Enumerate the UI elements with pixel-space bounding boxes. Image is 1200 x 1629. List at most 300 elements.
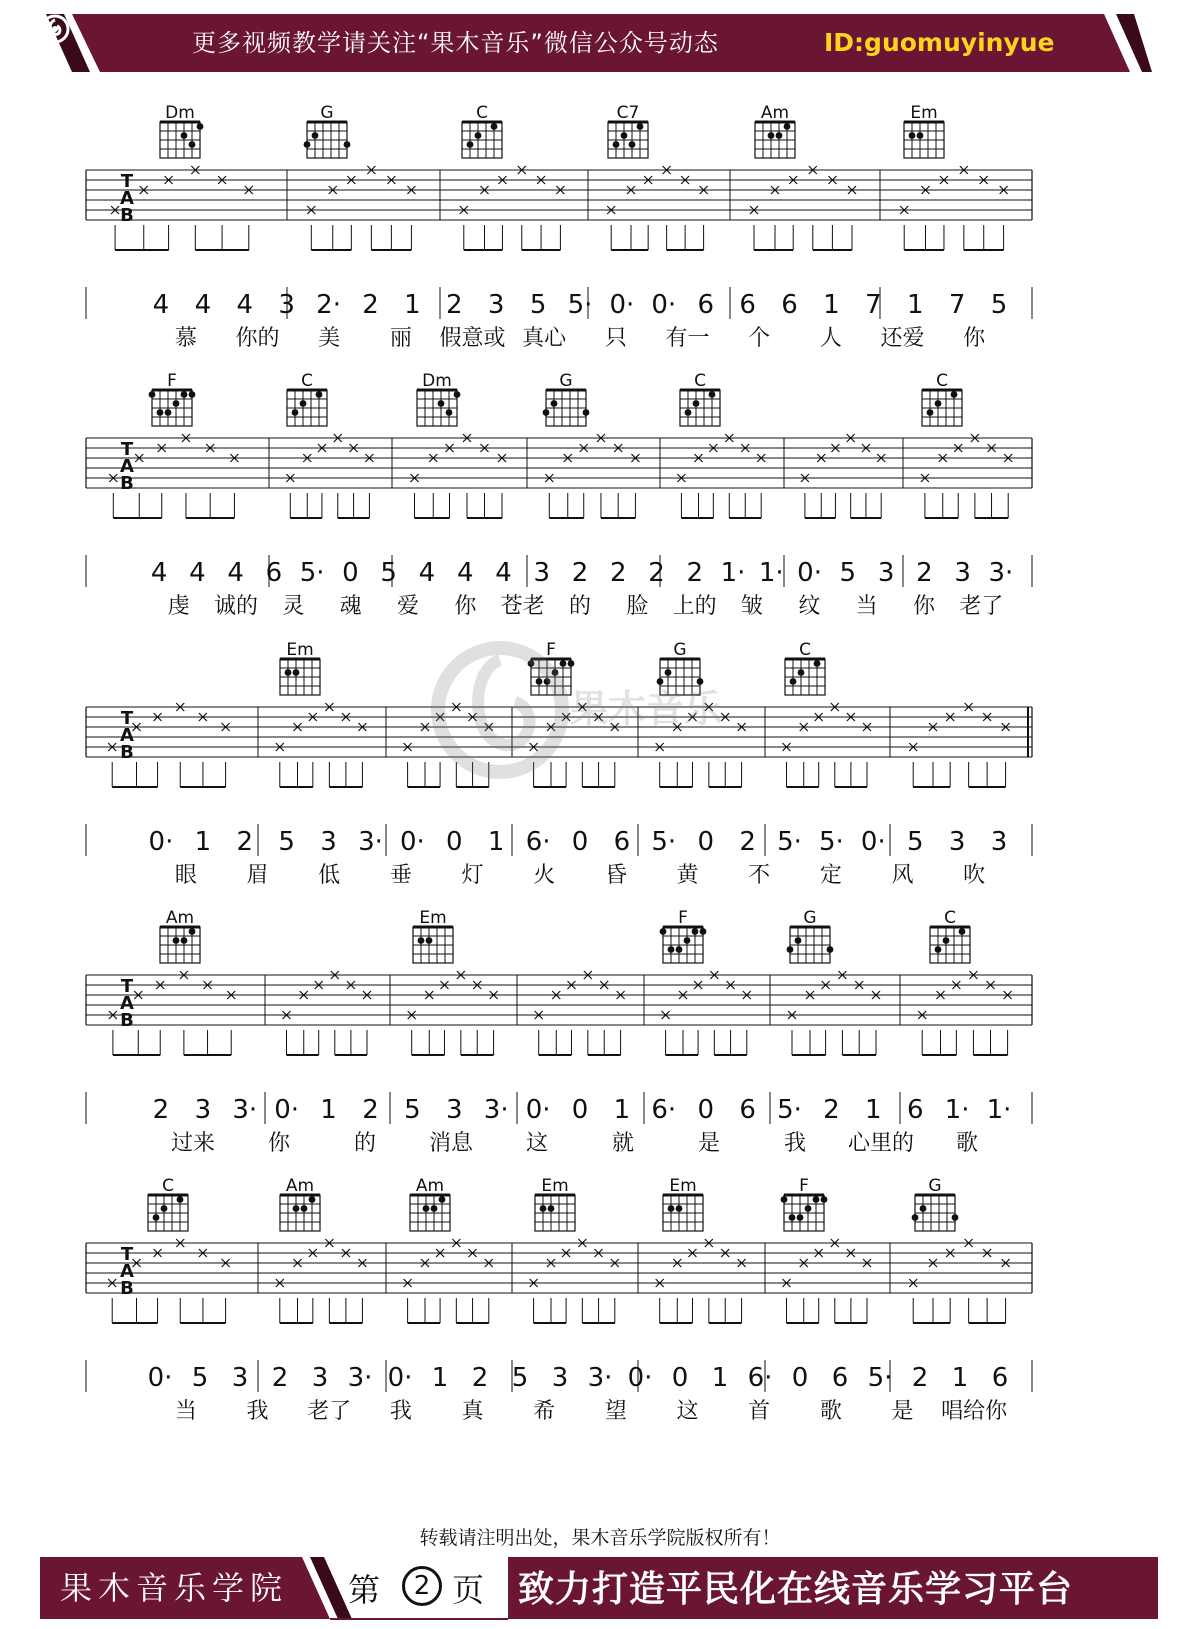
chord-dot	[684, 937, 691, 944]
chord-dot	[560, 660, 567, 667]
jianpu-note: 3·	[232, 1095, 258, 1125]
jianpu-note: 5	[511, 1363, 529, 1393]
chord-dot	[685, 409, 692, 416]
chord-dot	[787, 946, 794, 953]
lyric: 这	[676, 1399, 699, 1424]
chord-dot	[657, 678, 664, 685]
lyric: 垂	[389, 863, 412, 888]
chord-dot	[312, 132, 319, 139]
lyric: 不	[748, 863, 771, 888]
chord-name: F	[546, 640, 556, 660]
tab-letter: T	[120, 976, 134, 997]
jianpu-note: 1·	[944, 1095, 970, 1125]
chord-dot	[912, 1214, 919, 1221]
jianpu-note: 0·	[860, 827, 886, 857]
chord-dot	[316, 391, 323, 398]
tab-letter: A	[120, 456, 134, 477]
tab-letter: B	[120, 1010, 134, 1031]
jianpu-note: 6	[991, 1363, 1009, 1393]
chord-dot	[292, 409, 299, 416]
chord-dot	[629, 141, 636, 148]
jianpu-note: 3·	[483, 1095, 509, 1125]
lyric: 真心	[522, 326, 567, 351]
jianpu-note: 5·	[567, 290, 593, 320]
lyric: 这	[525, 1131, 549, 1156]
lyric: 灯	[461, 863, 484, 888]
chord-name: Em	[910, 103, 938, 123]
jianpu-note: 6	[739, 290, 756, 320]
lyric: 假意或	[439, 326, 506, 351]
chord-dot	[920, 1205, 927, 1212]
chord-name: C	[936, 371, 948, 391]
lyric: 是	[697, 1131, 721, 1156]
lyric: 你	[912, 594, 936, 619]
lyric: 老了	[959, 594, 1004, 619]
chord-dot	[177, 1196, 184, 1203]
lyric: 苍老	[500, 594, 545, 619]
chord-dot	[784, 123, 791, 130]
jianpu-note: 5	[404, 1095, 421, 1125]
jianpu-note: 2	[911, 1363, 929, 1393]
chord-name: Dm	[422, 371, 452, 391]
chord-name: G	[559, 371, 573, 391]
page-number: 2	[402, 1566, 442, 1606]
chord-dot	[544, 678, 551, 685]
chord-name: Am	[760, 103, 790, 123]
jianpu-note: 0	[571, 1095, 589, 1125]
chord-dot	[189, 928, 196, 935]
lyric: 美	[318, 326, 341, 351]
jianpu-note: 0	[791, 1363, 809, 1393]
chord-dot	[161, 1205, 168, 1212]
banner-text: 更多视频教学请关注“果木音乐”微信公众号动态	[192, 29, 719, 57]
tab-letter: T	[120, 1244, 134, 1265]
lyric: 火	[533, 863, 556, 888]
chord-dot	[917, 132, 924, 139]
jianpu-note: 1·	[758, 558, 784, 588]
tab-letter: B	[120, 205, 134, 226]
jianpu-note: 2	[823, 1095, 840, 1125]
chord-dot	[693, 400, 700, 407]
lyric: 纹	[798, 594, 821, 619]
jianpu-note: 4	[150, 558, 168, 588]
jianpu-note: 6	[697, 290, 714, 320]
chord-name: Am	[415, 1176, 445, 1196]
lyric: 唱给你	[941, 1399, 1008, 1424]
jianpu-note: 4	[227, 558, 244, 588]
jianpu-note: 6	[613, 827, 631, 857]
jianpu-note: 1	[320, 1095, 337, 1125]
chord-dot	[692, 928, 699, 935]
jianpu-note: 1	[487, 827, 505, 857]
banner-id: ID:guomuyinyue	[824, 28, 1055, 57]
chord-dot	[189, 141, 196, 148]
chord-dot	[551, 400, 558, 407]
chord-dot	[795, 937, 802, 944]
lyric: 只	[604, 326, 627, 351]
tab-letter: A	[120, 725, 134, 746]
jianpu-note: 3	[990, 827, 1008, 857]
chord-name: C	[301, 371, 313, 391]
chord-dot	[660, 928, 667, 935]
lyric: 望	[604, 1399, 627, 1424]
jianpu-note: 0·	[651, 290, 677, 320]
chord-name: G	[673, 640, 687, 660]
chord-dot	[344, 141, 351, 148]
chord-dot	[300, 400, 307, 407]
lyric: 当	[855, 594, 878, 619]
chord-dot	[418, 937, 425, 944]
jianpu-note: 6	[739, 1095, 756, 1125]
lyric: 心里的	[847, 1131, 915, 1156]
jianpu-note: 6·	[651, 1095, 677, 1125]
chord-dot	[467, 141, 474, 148]
jianpu-note: 0·	[147, 1363, 173, 1393]
jianpu-note: 5·	[299, 558, 325, 588]
chord-dot	[776, 132, 783, 139]
chord-dot	[781, 1196, 788, 1203]
jianpu-note: 2	[739, 827, 756, 857]
lyric: 上的	[672, 594, 717, 619]
tab-letter: B	[120, 742, 134, 763]
footer-school-name: 果木音乐学院	[60, 1569, 289, 1607]
tab-letter: T	[120, 439, 134, 460]
chord-dot	[821, 1196, 828, 1203]
chord-dot	[613, 141, 620, 148]
jianpu-note: 4	[495, 558, 512, 588]
chord-dot	[805, 1205, 812, 1212]
chord-dot	[943, 937, 950, 944]
jianpu-note: 0	[342, 558, 359, 588]
jianpu-note: 5	[191, 1363, 209, 1393]
chord-dot	[426, 937, 433, 944]
jianpu-note: 1·	[986, 1095, 1012, 1125]
lyric: 歌	[819, 1399, 842, 1424]
chord-name: G	[928, 1176, 942, 1196]
jianpu-note: 5·	[651, 827, 677, 857]
jianpu-note: 4	[236, 290, 254, 320]
jianpu-note: 0	[571, 827, 589, 857]
chord-name: C	[944, 908, 956, 928]
jianpu-note: 4	[189, 558, 206, 588]
page-prefix: 第	[348, 1571, 381, 1609]
tab-letter: T	[120, 708, 134, 729]
jianpu-note: 3·	[347, 1363, 373, 1393]
footer-slogan: 致力打造平民化在线音乐学习平台	[518, 1569, 1074, 1610]
jianpu-note: 3·	[988, 558, 1014, 588]
jianpu-note: 2	[362, 1095, 379, 1125]
jianpu-note: 2	[571, 558, 589, 588]
jianpu-note: 0	[446, 827, 463, 857]
chord-dot	[789, 1214, 796, 1221]
chord-dot	[528, 660, 535, 667]
jianpu-note: 3	[877, 558, 895, 588]
jianpu-note: 2	[648, 558, 665, 588]
chord-dot	[959, 928, 966, 935]
lyric: 就	[611, 1131, 635, 1156]
chord-name: Am	[285, 1176, 315, 1196]
jianpu-note: 2	[686, 558, 704, 588]
footer-bar	[40, 1555, 1158, 1621]
jianpu-note: 1	[613, 1095, 631, 1125]
chord-dot	[293, 669, 300, 676]
chord-dot	[173, 937, 180, 944]
jianpu-note: 3	[954, 558, 971, 588]
jianpu-note: 2	[916, 558, 933, 588]
lyric: 虔	[167, 594, 190, 619]
watermark-text: 果木音乐	[570, 687, 723, 731]
jianpu-note: 0·	[274, 1095, 300, 1125]
lyric: 你	[963, 326, 986, 351]
lyric: 当	[174, 1399, 197, 1424]
chord-dot	[768, 132, 775, 139]
jianpu-note: 0	[671, 1363, 689, 1393]
jianpu-note: 2	[271, 1363, 289, 1393]
lyric: 的	[353, 1131, 377, 1156]
jianpu-note: 5·	[867, 1363, 893, 1393]
jianpu-note: 1	[404, 290, 421, 320]
chord-dot	[431, 1205, 438, 1212]
chord-name: G	[320, 103, 334, 123]
lyric: 低	[318, 863, 341, 888]
chord-name: C	[162, 1176, 174, 1196]
chord-dot	[309, 1196, 316, 1203]
chord-dot	[797, 1214, 804, 1221]
tab-letter: A	[120, 1261, 134, 1282]
chord-dot	[540, 1205, 547, 1212]
chord-name: C	[799, 640, 811, 660]
chord-name: F	[678, 908, 688, 928]
lyric: 黄	[676, 863, 699, 888]
lyric: 真	[461, 1399, 484, 1424]
chord-name: C	[694, 371, 706, 391]
lyric: 眼	[174, 863, 197, 888]
chord-dot	[709, 391, 716, 398]
jianpu-note: 2	[446, 290, 463, 320]
jianpu-note: 3	[487, 290, 505, 320]
lyric: 慕	[174, 326, 197, 351]
jianpu-note: 1	[823, 290, 840, 320]
jianpu-note: 5·	[777, 827, 802, 857]
jianpu-note: 1	[865, 1095, 882, 1125]
jianpu-note: 5·	[819, 827, 844, 857]
chord-dot	[491, 123, 498, 130]
chord-name: Dm	[165, 103, 195, 123]
jianpu-note: 0	[697, 1095, 714, 1125]
lyric: 你	[454, 594, 477, 619]
chord-dot	[927, 409, 934, 416]
chord-dot	[951, 391, 958, 398]
chord-dot	[165, 409, 172, 416]
jianpu-note: 2	[236, 827, 254, 857]
chord-dot	[423, 1205, 430, 1212]
jianpu-note: 6·	[525, 827, 551, 857]
chord-dot	[181, 937, 188, 944]
chord-dot	[935, 946, 942, 953]
chord-name: F	[167, 371, 177, 391]
lyric: 我	[783, 1131, 807, 1156]
lyric: 诚的	[213, 594, 259, 619]
lyric: 定	[819, 863, 842, 888]
lyric: 你的	[235, 326, 280, 351]
chord-dot	[935, 400, 942, 407]
chord-dot	[700, 928, 707, 935]
jianpu-note: 5	[906, 827, 924, 857]
chord-dot	[697, 678, 704, 685]
chord-name: Em	[541, 1176, 569, 1196]
lyric: 眉	[246, 863, 269, 888]
chord-dot	[439, 1196, 446, 1203]
jianpu-note: 2·	[316, 290, 341, 320]
jianpu-note: 1	[194, 827, 212, 857]
chord-dot	[153, 1214, 160, 1221]
jianpu-note: 4	[194, 290, 212, 320]
lyric: 灵	[282, 594, 305, 619]
jianpu-note: 3	[194, 1095, 212, 1125]
chord-dot	[813, 1196, 820, 1203]
chord-dot	[548, 1205, 555, 1212]
chord-name: Em	[419, 908, 447, 928]
chord-dot	[149, 391, 156, 398]
jianpu-note: 0·	[797, 558, 822, 588]
jianpu-note: 3	[320, 827, 337, 857]
jianpu-note: 0	[697, 827, 714, 857]
jianpu-note: 0·	[148, 827, 174, 857]
lyric: 的	[568, 594, 592, 619]
tab-letter: B	[120, 1278, 134, 1299]
chord-name: Em	[286, 640, 314, 660]
chord-dot	[173, 400, 180, 407]
jianpu-note: 1	[431, 1363, 449, 1393]
tab-letter: B	[120, 473, 134, 494]
lyric: 首	[748, 1399, 771, 1424]
lyric: 我	[246, 1399, 269, 1424]
jianpu-note: 5·	[777, 1095, 802, 1125]
jianpu-note: 6	[265, 558, 283, 588]
jianpu-note: 0·	[399, 827, 425, 857]
chord-dot	[909, 132, 916, 139]
chord-dot	[552, 669, 559, 676]
lyric: 爱	[396, 594, 420, 619]
lyric: 丽	[389, 326, 412, 351]
chord-dot	[668, 1205, 675, 1212]
chord-name: G	[803, 908, 817, 928]
lyric: 希	[533, 1399, 556, 1424]
chord-dot	[543, 409, 550, 416]
chord-dot	[583, 409, 590, 416]
chord-dot	[665, 669, 672, 676]
jianpu-note: 3·	[587, 1363, 613, 1393]
lyric: 昏	[604, 863, 627, 888]
chord-dot	[285, 669, 292, 676]
lyric: 你	[267, 1131, 291, 1156]
jianpu-note: 2	[471, 1363, 489, 1393]
chord-dot	[301, 1205, 308, 1212]
chord-dot	[676, 1205, 683, 1212]
chord-dot	[454, 391, 461, 398]
jianpu-note: 0·	[387, 1363, 413, 1393]
jianpu-note: 6	[781, 290, 798, 320]
lyric: 我	[389, 1399, 412, 1424]
chord-dot	[827, 946, 834, 953]
jianpu-note: 4	[456, 558, 474, 588]
chord-dot	[952, 1214, 959, 1221]
tab-letter: T	[120, 171, 134, 192]
jianpu-note: 2	[362, 290, 379, 320]
jianpu-note: 6	[906, 1095, 924, 1125]
chord-dot	[197, 123, 204, 130]
chord-dot	[790, 678, 797, 685]
jianpu-note: 1	[906, 290, 924, 320]
lyric: 个	[748, 326, 771, 351]
chord-dot	[798, 669, 805, 676]
jianpu-note: 3	[446, 1095, 463, 1125]
jianpu-note: 1·	[720, 558, 746, 588]
lyric: 吹	[963, 863, 986, 888]
jianpu-note: 5	[529, 290, 547, 320]
jianpu-note: 5	[990, 290, 1008, 320]
jianpu-note: 1	[951, 1363, 969, 1393]
chord-dot	[293, 1205, 300, 1212]
tab-letter: A	[120, 993, 134, 1014]
jianpu-note: 1	[711, 1363, 729, 1393]
jianpu-note: 0·	[609, 290, 635, 320]
jianpu-note: 2	[609, 558, 627, 588]
jianpu-note: 7	[948, 290, 966, 320]
tab-letter: A	[120, 188, 134, 209]
jianpu-note: 3	[533, 558, 551, 588]
jianpu-note: 0·	[525, 1095, 551, 1125]
chord-dot	[446, 409, 453, 416]
chord-dot	[438, 400, 445, 407]
lyric: 魂	[339, 594, 362, 619]
lyric: 还爱	[880, 326, 925, 351]
jianpu-note: 6	[831, 1363, 849, 1393]
chord-dot	[157, 409, 164, 416]
jianpu-note: 5	[278, 827, 295, 857]
jianpu-note: 3	[278, 290, 295, 320]
lyric: 人	[819, 326, 842, 351]
lyric: 消息	[428, 1131, 474, 1156]
lyric: 歌	[955, 1131, 979, 1156]
lyric: 是	[891, 1399, 914, 1424]
jianpu-note: 3	[948, 827, 966, 857]
lyric: 过来	[170, 1131, 216, 1156]
jianpu-note: 3·	[358, 827, 383, 857]
chord-dot	[668, 946, 675, 953]
chord-dot	[536, 678, 543, 685]
chord-dot	[814, 660, 821, 667]
jianpu-note: 3	[311, 1363, 329, 1393]
chord-dot	[621, 132, 628, 139]
chord-dot	[189, 391, 196, 398]
jianpu-note: 5	[380, 558, 397, 588]
jianpu-note: 7	[865, 290, 882, 320]
chord-dot	[568, 660, 575, 667]
lyric: 风	[891, 863, 914, 888]
chord-dot	[304, 141, 311, 148]
lyric: 皱	[740, 594, 764, 619]
jianpu-note: 0·	[627, 1363, 653, 1393]
chord-name: C	[476, 103, 488, 123]
jianpu-note: 4	[152, 290, 170, 320]
jianpu-note: 6·	[747, 1363, 773, 1393]
jianpu-note: 5	[839, 558, 857, 588]
chord-dot	[181, 132, 188, 139]
jianpu-note: 3	[551, 1363, 569, 1393]
jianpu-note: 4	[418, 558, 436, 588]
chord-name: C7	[616, 103, 640, 123]
